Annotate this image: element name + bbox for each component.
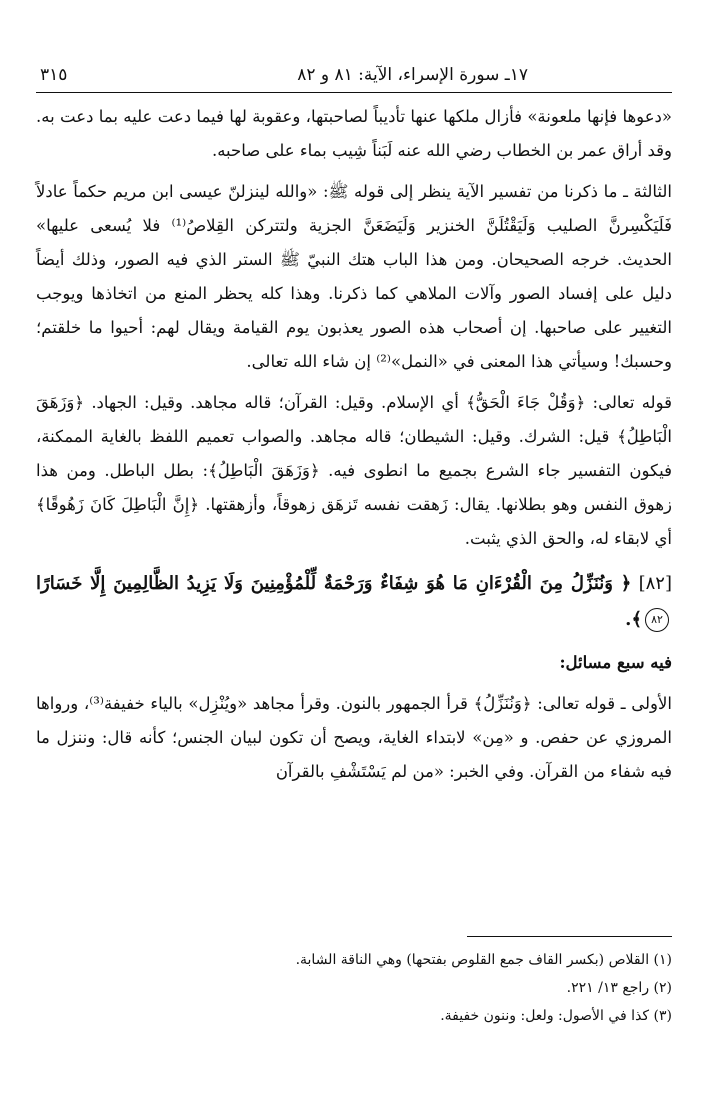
verse-text: ﴿ وَنُنَزِّلُ مِنَ الْقُرْءَانِ مَا هُوَ شِفَاءٌ وَرَحْمَةٌ لِّلْمُؤْمِنِينَ وَلَا يَزِيدُ الظَّالِمِينَ إِلَّا خَسَارًا bbox=[36, 573, 632, 594]
footnotes bbox=[36, 946, 672, 1030]
section-heading: فيه سبع مسائل: bbox=[559, 653, 672, 672]
running-title: ١٧ـ سورة الإسراء، الآية: ٨١ و ٨٢ bbox=[297, 65, 528, 85]
footnote-1: (١) القلاص (بكسر القاف جمع القلوص بفتحها) وهي الناقة الشابة. bbox=[295, 952, 672, 968]
header-divider bbox=[36, 92, 672, 93]
verse-close: ﴾. bbox=[625, 609, 642, 630]
verse-82 bbox=[36, 566, 672, 638]
footnote-2: (٢) راجع ١٣/ ٢٢١. bbox=[566, 980, 672, 996]
page-number: ٣١٥ bbox=[40, 65, 68, 85]
page-header bbox=[40, 58, 668, 92]
paragraph-2: الثالثة ـ ما ذكرنا من تفسير الآية ينظر إلى قوله ﷺ: «والله لينزلنّ عيسى ابن مريم حكماً عادلاً فَلَيَكْسِرنَّ الصليب وَلَيَقْتُلَنَّ الخنزير وَلَيَضَعَنَّ الجزية ولتتركن القِلاصُ⁽¹⁾ فلا يُسعى عليها» الحديث. خرجه الصحيحان. ومن هذا الباب هتك النبيّ ﷺ الستر الذي فيه الصور، وذلك أيضاً دليل على إفساد الصور وآلات الملاهي كما ذكرنا. وهذا كله يحظر المنع من اتخاذها ويوجب التغيير على صاحبها. إن أصحاب هذه الصور يعذبون يوم القيامة ويقال لهم: أحيوا ما خلقتم؛ وحسبك! وسيأتي هذا المعنى في «النمل»⁽²⁾ إن شاء الله تعالى. bbox=[36, 182, 672, 371]
paragraph-4: الأولى ـ قوله تعالى: ﴿وَنُنَزِّلُ﴾ قرأ الجمهور بالنون. وقرأ مجاهد «ويُنْزِل» بالياء خفيفة⁽³⁾، ورواها المروزي عن حفص. و «مِن» لابتداء الغاية، ويصح أن تكون لبيان الجنس؛ كأنه قال: وننزل ما فيه شفاء من القرآن. وفي الخبر: «من لم يَسْتَشْفِ بالقرآن bbox=[36, 694, 672, 781]
paragraph-1: «دعوها فإنها ملعونة» فأزال ملكها عنها تأديباً لصاحبتها، وعقوبة لها فيما دعت عليه بما دعت به. وقد أراق عمر بن الخطاب رضي الله عنه لَبَناً شِيب بماء على صاحبه. bbox=[36, 107, 672, 160]
paragraph-3: قوله تعالى: ﴿وَقُلْ جَاءَ الْحَقُّ﴾ أي الإسلام. وقيل: القرآن؛ قاله مجاهد. وقيل: الجهاد. ﴿وَزَهَقَ الْبَاطِلُ﴾ قيل: الشرك. وقيل: الشيطان؛ قاله مجاهد. والصواب تعميم اللفظ بالغاية الممكنة، فيكون التفسير جاء الشرع بجميع ما انطوى فيه. ﴿وَزَهَقَ الْبَاطِلُ﴾: بطل الباطل. ومن هذا زهوق النفس وهو بطلانها. يقال: زَهقت نفسه تَزهَق زهوقاً، وأزهقتها. ﴿إِنَّ الْبَاطِلَ كَانَ زَهُوقًا﴾ أي لابقاء له، والحق الذي يثبت. bbox=[36, 393, 672, 548]
ayah-marker: ٨٢ bbox=[645, 608, 669, 632]
footnote-divider bbox=[467, 936, 672, 937]
verse-number: [٨٢] bbox=[638, 573, 672, 594]
main-text bbox=[36, 100, 672, 796]
footnote-3: (٣) كذا في الأصول: ولعل: وننون خفيفة. bbox=[440, 1008, 672, 1024]
